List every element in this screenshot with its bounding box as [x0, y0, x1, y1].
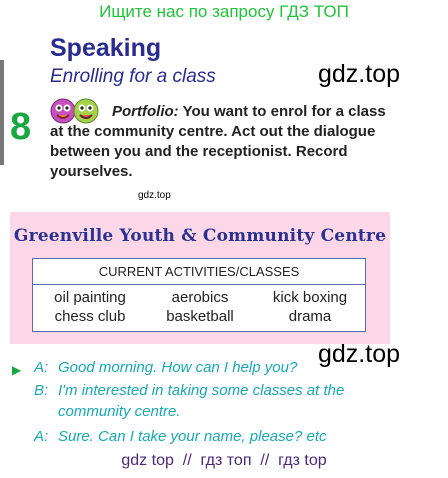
task-text: You want to enrol for a class at the community centre. Act out the dialogue between you and the receptionist. Record yourselves. [50, 103, 386, 180]
task-instruction [50, 102, 390, 182]
poster-title: Greenville Youth & Community Centre [13, 226, 387, 246]
dialogue-speaker: A: [34, 359, 49, 376]
table-header: CURRENT ACTIVITIES/CLASSES [33, 259, 365, 285]
dialogue-speaker: B: [34, 382, 49, 399]
dialogue-line: Sure. Can I take your name, please? etc [58, 428, 327, 445]
task-number: 8 [10, 106, 32, 148]
dialogue-line: I'm interested in taking some classes at the [58, 382, 345, 399]
table-cell: basketball [166, 308, 234, 325]
play-arrow-icon: ▶ [12, 363, 22, 377]
table-cell: chess club [54, 308, 126, 325]
table-cell: aerobics [171, 289, 229, 306]
page-subtitle: Enrolling for a class [50, 66, 216, 87]
watermark-small: gdz.top [138, 190, 171, 201]
table-cell: oil painting [54, 289, 126, 306]
table-cell: drama [288, 308, 332, 325]
watermark-bottom: gdz top // гдз топ // гдз top [121, 452, 327, 469]
task-label: Portfolio: [112, 103, 179, 120]
dialogue-line: Good morning. How can I help you? [58, 359, 298, 376]
top-banner: Ищите нас по запросу ГДЗ ТОП [99, 2, 349, 21]
dialogue-line: community centre. [58, 403, 181, 420]
watermark-large-1: gdz.top [318, 60, 401, 88]
page-title: Speaking [50, 34, 162, 62]
table-cell: kick boxing [272, 289, 348, 306]
watermark-large-2: gdz.top [318, 340, 401, 368]
activities-table [32, 258, 366, 332]
side-strip [0, 60, 4, 165]
dialogue-speaker: A: [34, 428, 49, 445]
